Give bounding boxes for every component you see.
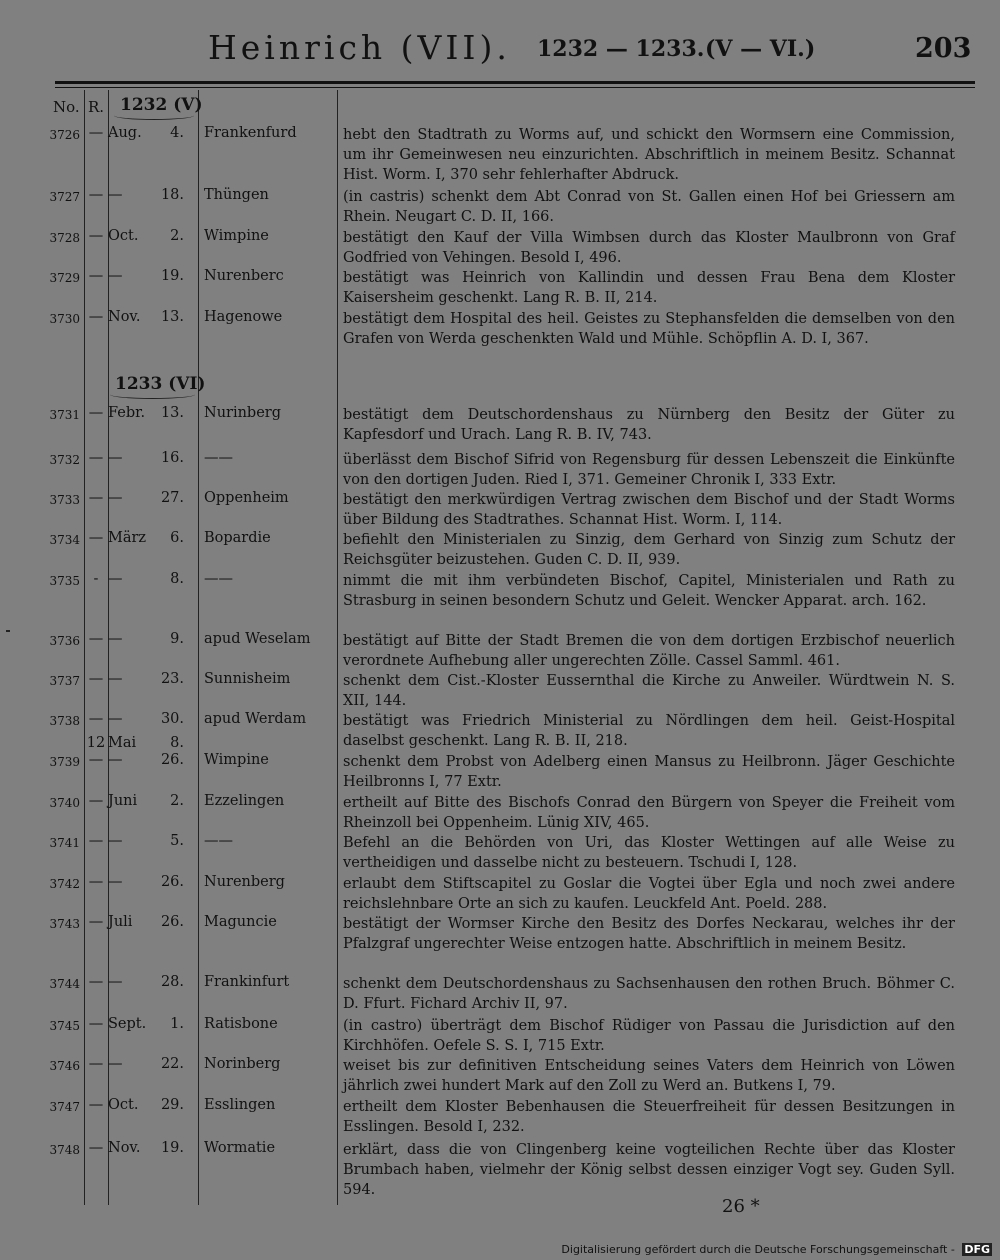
entry-day: 4. xyxy=(170,125,184,141)
entry-month: Oct. xyxy=(108,1097,139,1113)
entry-text: Befehl an die Behörden von Uri, das Kloster Wettingen auf alle Weise zu vertheidigen und dasselbe nicht zu besteuern. Tschudi I, 128. xyxy=(343,835,955,872)
entry-text: ertheilt auf Bitte des Bischofs Conrad den Bürgern von Speyer die Freiheit vom Rheinzoll bei Oppenheim. Lünig XIV, 465. xyxy=(343,795,955,832)
column-divider xyxy=(198,90,199,1205)
entry-number: 3743 xyxy=(49,917,80,931)
entry-month: — xyxy=(108,874,123,890)
entry-text: weiset bis zur definitiven Entscheidung seines Vaters dem Heinrich von Löwen jährlich zwei hundert Mark auf den Zoll zu Werd an. Butkens I, 79. xyxy=(343,1058,955,1095)
entry-month: Oct. xyxy=(108,228,139,244)
entry-text: überlässt dem Bischof Sifrid von Regensburg für dessen Lebenszeit die Einkünfte von den dortigen Juden. Ried I, 371. Gemeiner Chronik I, 333 Extr. xyxy=(343,452,955,489)
entry-text: bestätigt dem Hospital des heil. Geistes zu Stephansfelden die demselben von den Grafen von Werda geschenkten Wald und Mühle. Schöpflin A. D. I, 367. xyxy=(343,311,955,348)
entry-place: Nurenberc xyxy=(204,268,284,284)
entry-day: 26. xyxy=(160,914,184,930)
entry-number: 3741 xyxy=(49,836,80,850)
entry-text: schenkt dem Deutschordenshaus zu Sachsenhausen den rothen Bruch. Böhmer C. D. Ffurt. Fichard Archiv II, 97. xyxy=(343,976,955,1013)
header-rule-thick xyxy=(55,81,975,84)
regest-reference: — xyxy=(88,450,104,466)
entry-place: Sunnisheim xyxy=(204,671,291,687)
entry-month: — xyxy=(108,571,123,587)
entry-text: bestätigt dem Deutschordenshaus zu Nürnberg den Besitz der Güter zu Kapfesdorf und Urach. Lang R. B. IV, 743. xyxy=(343,407,955,444)
column-header-no: No. xyxy=(53,98,80,116)
entry-day: 28. xyxy=(160,974,184,990)
entry-number: 3731 xyxy=(49,408,80,422)
year-heading-1232: 1232 (V) xyxy=(120,95,203,115)
entry-place: Wormatie xyxy=(204,1140,276,1156)
dfg-logo: DFG xyxy=(964,1243,990,1256)
entry-month: Febr. xyxy=(108,405,146,421)
page-title: Heinrich (VII). xyxy=(208,28,511,67)
entry-number: 3730 xyxy=(49,312,80,326)
regest-reference: — xyxy=(88,268,104,284)
entry-month: — xyxy=(108,752,123,768)
entry-number: 3735 xyxy=(49,574,80,588)
entry-place: Oppenheim xyxy=(204,490,289,506)
entry-place: Esslingen xyxy=(204,1097,276,1113)
regest-reference: — xyxy=(88,793,104,809)
regest-reference: — xyxy=(88,914,104,930)
entry-day: 6. xyxy=(170,530,184,546)
entry-month: — xyxy=(108,671,123,687)
entry-place: Frankenfurd xyxy=(204,125,297,141)
scan-speck xyxy=(6,630,10,632)
year-heading-1233: 1233 (VI) xyxy=(115,374,206,394)
entry-number: 3726 xyxy=(49,128,80,142)
column-divider xyxy=(84,90,85,1205)
regest-reference: — xyxy=(88,874,104,890)
entry-day: 18. xyxy=(160,187,184,203)
entry-place: apud Weselam xyxy=(204,631,311,647)
entry-text: bestätigt der Wormser Kirche den Besitz des Dorfes Neckarau, welches ihr der Pfalzgraf ungerechter Weise entzogen hatte. Abschriftlich in meinem Besitz. xyxy=(343,916,955,953)
regest-reference: — xyxy=(88,752,104,768)
regest-reference: — xyxy=(88,1097,104,1113)
entry-day: 16. xyxy=(160,450,184,466)
regest-reference: — xyxy=(88,631,104,647)
entry-month: — xyxy=(108,631,123,647)
entry-text: ertheilt dem Kloster Bebenhausen die Steuerfreiheit für dessen Besitzungen in Esslingen. Besold I, 232. xyxy=(343,1099,955,1136)
regest-reference: - xyxy=(93,571,99,587)
entry-number: 3729 xyxy=(49,271,80,285)
entry-place: Ezzelingen xyxy=(204,793,285,809)
regest-reference: — xyxy=(88,490,104,506)
entry-text: erlaubt dem Stiftscapitel zu Goslar die Vogtei über Egla und noch zwei andere reichslehnbare Orte an sich zu kaufen. Leuckfeld Ant. Poeld. 288. xyxy=(343,876,955,913)
reign-years: (V — VI.) xyxy=(705,36,816,62)
entry-day: 9. xyxy=(170,631,184,647)
entry-text: bestätigt was Friedrich Ministerial zu Nördlingen dem heil. Geist-Hospital daselbst geschenkt. Lang R. B. II, 218. xyxy=(343,713,955,750)
entry-place: Norinberg xyxy=(204,1056,281,1072)
entry-text: nimmt die mit ihm verbündeten Bischof, Capitel, Ministerialen und Rath zu Strasburg in seinen besondern Schutz und Geleit. Wencker Apparat. arch. 162. xyxy=(343,573,955,610)
regest-reference: — xyxy=(88,671,104,687)
entry-number: 3736 xyxy=(49,634,80,648)
entry-text: bestätigt auf Bitte der Stadt Bremen die von dem dortigen Erzbischof neuerlich verordnete Aufhebung aller ungerechten Zölle. Cassel Samml. 461. xyxy=(343,633,955,670)
entry-day: 13. xyxy=(160,309,184,325)
entry-day: 23. xyxy=(160,671,184,687)
entry-number: 3748 xyxy=(49,1143,80,1157)
column-header-r: R. xyxy=(88,98,105,116)
entry-place: Frankinfurt xyxy=(204,974,290,990)
entry-month: Nov. xyxy=(108,1140,141,1156)
entry-month: — xyxy=(108,490,123,506)
entry-number: 3728 xyxy=(49,231,80,245)
digitization-credit xyxy=(561,1243,992,1256)
entry-number: 3746 xyxy=(49,1059,80,1073)
digitization-note: Digitalisierung gefördert durch die Deutsche Forschungsgemeinschaft - xyxy=(561,1243,955,1256)
entry-number: 3734 xyxy=(49,533,80,547)
regest-reference: 12 xyxy=(86,735,106,751)
entry-place: Ratisbone xyxy=(204,1016,278,1032)
entry-number: 3745 xyxy=(49,1019,80,1033)
entry-place: Wimpine xyxy=(204,752,269,768)
regest-reference: — xyxy=(88,309,104,325)
header-rule-thin xyxy=(55,87,975,88)
entry-place: Thüngen xyxy=(204,187,269,203)
regest-reference: — xyxy=(88,405,104,421)
entry-day: 1. xyxy=(170,1016,184,1032)
entry-day: 8. xyxy=(170,571,184,587)
entry-place: Wimpine xyxy=(204,228,269,244)
regest-reference: — xyxy=(88,530,104,546)
entry-day: 19. xyxy=(160,268,184,284)
entry-place: Maguncie xyxy=(204,914,277,930)
entry-text: erklärt, dass die von Clingenberg keine vogteilichen Rechte über das Kloster Brumbach haben, vielmehr der König selbst dessen einziger Vogt sey. Guden Syll. 594. xyxy=(343,1142,955,1199)
regest-reference: — xyxy=(88,1016,104,1032)
entry-number: 3732 xyxy=(49,453,80,467)
entry-day: 22. xyxy=(160,1056,184,1072)
entry-place: —— xyxy=(204,450,233,466)
regest-reference: — xyxy=(88,711,104,727)
entry-number: 3740 xyxy=(49,796,80,810)
entry-place: Nurinberg xyxy=(204,405,282,421)
entry-place: Hagenowe xyxy=(204,309,283,325)
entry-day: 2. xyxy=(170,793,184,809)
entry-month: — xyxy=(108,268,123,284)
entry-text: (in castro) überträgt dem Bischof Rüdiger von Passau die Jurisdiction auf den Kirchhöfen. Oefele S. S. I, 715 Extr. xyxy=(343,1018,955,1055)
entry-number: 3739 xyxy=(49,755,80,769)
entry-month: — xyxy=(108,711,123,727)
regest-reference: — xyxy=(88,833,104,849)
entry-day: 19. xyxy=(160,1140,184,1156)
entry-day: 26. xyxy=(160,752,184,768)
entry-day: 13. xyxy=(160,405,184,421)
entry-day: 29. xyxy=(160,1097,184,1113)
entry-month: — xyxy=(108,1056,123,1072)
entry-day: 2. xyxy=(170,228,184,244)
entry-number: 3737 xyxy=(49,674,80,688)
regest-reference: — xyxy=(88,1140,104,1156)
entry-day: 8. xyxy=(170,735,184,751)
entry-number: 3744 xyxy=(49,977,80,991)
column-divider xyxy=(337,90,338,1205)
regest-reference: — xyxy=(88,125,104,141)
entry-number: 3738 xyxy=(49,714,80,728)
entry-day: 26. xyxy=(160,874,184,890)
entry-month: Aug. xyxy=(108,125,142,141)
entry-text: (in castris) schenkt dem Abt Conrad von St. Gallen einen Hof bei Griessern am Rhein. Neugart C. D. II, 166. xyxy=(343,189,955,226)
page-header xyxy=(0,28,1000,78)
signature-mark: 26 * xyxy=(722,1196,760,1217)
entry-day: 27. xyxy=(160,490,184,506)
entry-number: 3727 xyxy=(49,190,80,204)
regest-reference: — xyxy=(88,1056,104,1072)
entry-number: 3733 xyxy=(49,493,80,507)
entry-place: —— xyxy=(204,571,233,587)
entry-month: Nov. xyxy=(108,309,141,325)
entry-day: 5. xyxy=(170,833,184,849)
entry-day: 30. xyxy=(160,711,184,727)
entry-text: bestätigt den merkwürdigen Vertrag zwischen dem Bischof und der Stadt Worms über Bildung des Stadtrathes. Schannat Hist. Worm. I, 114. xyxy=(343,492,955,529)
column-divider xyxy=(108,90,109,1205)
regest-reference: — xyxy=(88,187,104,203)
year-brace xyxy=(110,390,195,399)
regest-reference: — xyxy=(88,974,104,990)
entry-place: Bopardie xyxy=(204,530,271,546)
entry-text: schenkt dem Probst von Adelberg einen Mansus zu Heilbronn. Jäger Geschichte Heilbronns I, 77 Extr. xyxy=(343,754,955,791)
page-number: 203 xyxy=(915,33,972,64)
entry-month: Mai xyxy=(108,735,137,751)
regest-reference: — xyxy=(88,228,104,244)
entry-month: Juli xyxy=(108,914,133,930)
entry-month: — xyxy=(108,833,123,849)
entry-number: 3747 xyxy=(49,1100,80,1114)
entry-month: Juni xyxy=(108,793,138,809)
entry-text: befiehlt den Ministerialen zu Sinzig, dem Gerhard von Sinzig zum Schutz der Reichsgüter beizustehen. Guden C. D. II, 939. xyxy=(343,532,955,569)
entry-place: —— xyxy=(204,833,233,849)
entry-place: Nurenberg xyxy=(204,874,285,890)
entry-text: bestätigt was Heinrich von Kallindin und dessen Frau Bena dem Kloster Kaisersheim geschenkt. Lang R. B. II, 214. xyxy=(343,270,955,307)
entry-text: schenkt dem Cist.-Kloster Eussernthal die Kirche zu Anweiler. Würdtwein N. S. XII, 144. xyxy=(343,673,955,710)
entry-place: apud Werdam xyxy=(204,711,307,727)
entry-month: März xyxy=(108,530,147,546)
entry-month: — xyxy=(108,450,123,466)
entry-text: bestätigt den Kauf der Villa Wimbsen durch das Kloster Maulbronn von Graf Godfried von Vehingen. Besold I, 496. xyxy=(343,230,955,267)
entry-month: Sept. xyxy=(108,1016,147,1032)
year-range: 1232 — 1233. xyxy=(537,36,705,62)
year-brace xyxy=(114,111,194,120)
entry-number: 3742 xyxy=(49,877,80,891)
entry-month: — xyxy=(108,187,123,203)
entry-month: — xyxy=(108,974,123,990)
entry-text: hebt den Stadtrath zu Worms auf, und schickt den Wormsern eine Commission, um ihr Gemeinwesen neu einzurichten. Abschriftlich in meinem Besitz. Schannat Hist. Worm. I, 370 sehr fehlerhafter Abdruck. xyxy=(343,127,955,184)
